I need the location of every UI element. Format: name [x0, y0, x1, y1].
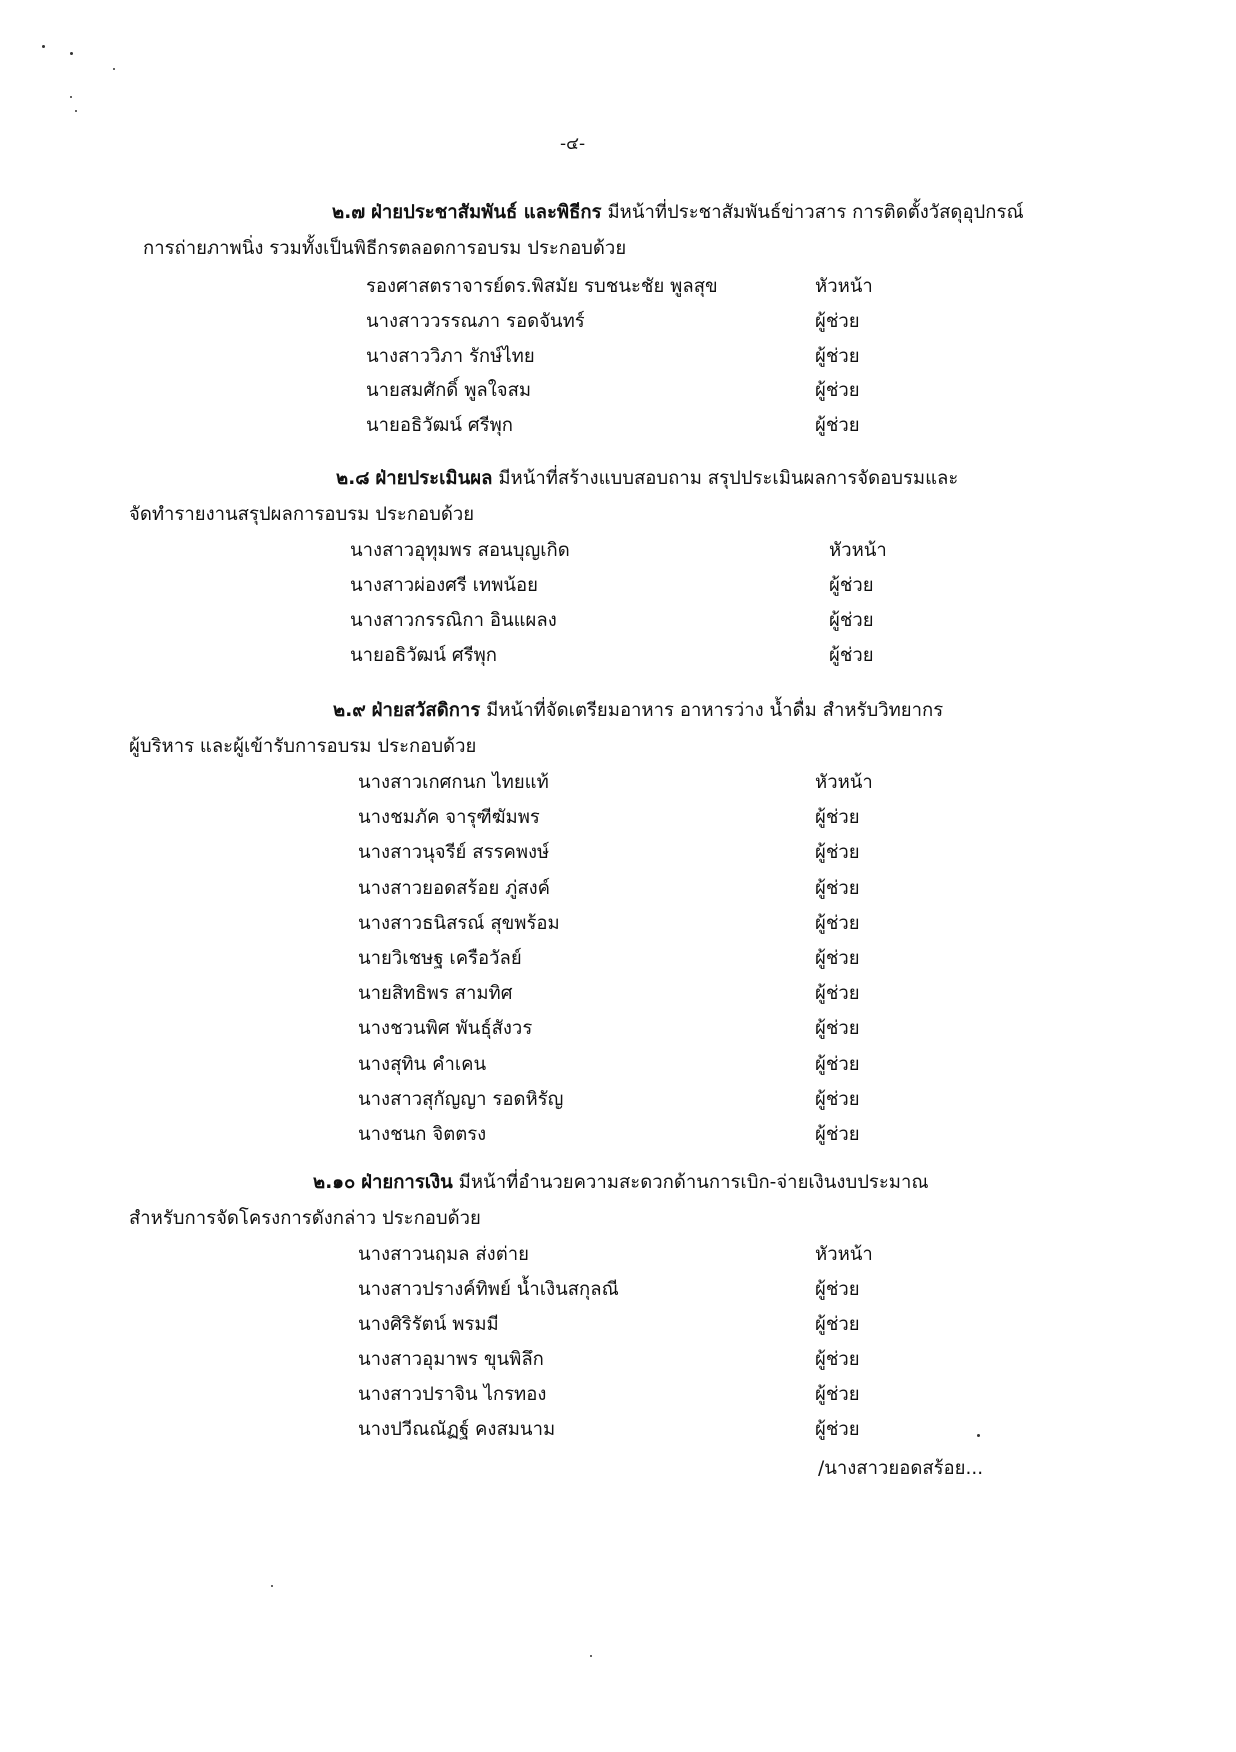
scan-speck [977, 1434, 980, 1437]
member-role: ผู้ช่วย [815, 948, 860, 969]
member-row [358, 874, 935, 908]
member-role: ผู้ช่วย [815, 1419, 860, 1440]
scan-speck [42, 45, 45, 48]
member-role: ผู้ช่วย [815, 1349, 860, 1370]
member-name: นางสาวยอดสร้อย ภู่สงค์ [358, 877, 551, 899]
member-name: นางสาวธนิสรณ์ สุขพร้อม [358, 912, 560, 934]
member-name: นางสาวผ่องศรี เทพน้อย [350, 575, 538, 596]
member-row [366, 342, 935, 376]
section-heading [332, 198, 1024, 227]
member-role: หัวหน้า [815, 772, 873, 793]
member-name: นางสาวกรรณิกา อินแผลง [350, 610, 557, 631]
member-role: ผู้ช่วย [815, 807, 860, 829]
member-name: นายอธิวัฒน์ ศรีพุก [366, 415, 513, 437]
member-row [358, 768, 935, 802]
member-role: ผู้ช่วย [815, 1053, 860, 1075]
member-row [358, 909, 935, 943]
member-role: ผู้ช่วย [815, 310, 860, 332]
member-name: นางสาวเกศกนก ไทยแท้ [358, 772, 549, 793]
section-description: มีหน้าที่จัดเตรียมอาหาร อาหารว่าง น้ำดื่ม สำหรับวิทยากร [486, 700, 944, 721]
scan-speck [70, 96, 72, 98]
member-name: นางปวีณณัฏฐ์ คงสมนาม [358, 1419, 556, 1440]
section-title: ฝ่ายการเงิน [361, 1172, 453, 1193]
section-heading [336, 464, 958, 493]
member-name: นางสาวปราจิน ไกรทอง [358, 1384, 547, 1405]
member-name: นางสาวอุทุมพร สอนบุญเกิด [350, 540, 570, 561]
member-role: ผู้ช่วย [829, 645, 874, 666]
member-role: ผู้ช่วย [815, 983, 860, 1005]
scan-speck [113, 68, 115, 70]
section-number: ๒.๑๐ [313, 1172, 356, 1193]
member-row [358, 1345, 935, 1379]
member-row [358, 1240, 935, 1274]
member-role: ผู้ช่วย [815, 877, 860, 899]
member-row [358, 1310, 935, 1344]
member-name: นางสาวนุจรีย์ สรรคพงษ์ [358, 842, 550, 864]
member-name: นายวิเชษฐ เครือวัลย์ [358, 948, 522, 969]
member-role: ผู้ช่วย [815, 415, 860, 437]
member-role: หัวหน้า [815, 1244, 873, 1265]
scan-speck [271, 1585, 273, 1587]
member-row [366, 376, 935, 410]
section-description-continued: สำหรับการจัดโครงการดังกล่าว ประกอบด้วย [129, 1208, 481, 1229]
member-row [366, 307, 935, 341]
section-description-continued: ผู้บริหาร และผู้เข้ารับการอบรม ประกอบด้วย [129, 736, 477, 757]
member-role: ผู้ช่วย [829, 610, 874, 631]
section-heading [333, 696, 943, 725]
member-name: นางสาวปรางค์ทิพย์ น้ำเงินสกุลณี [358, 1279, 619, 1300]
member-name: นางสาววิภา รักษ์ไทย [366, 345, 535, 367]
section-title: ฝ่ายสวัสดิการ [371, 700, 481, 721]
scan-speck [590, 1655, 592, 1657]
member-name: นางสาวนฤมล ส่งต่าย [358, 1244, 529, 1265]
member-row [358, 944, 935, 978]
member-row [358, 838, 935, 872]
section-number: ๒.๘ [336, 468, 370, 489]
member-role: ผู้ช่วย [815, 842, 860, 864]
member-row [358, 803, 935, 837]
member-name: นางสาวสุกัญญา รอดหิรัญ [358, 1088, 564, 1110]
section-number: ๒.๙ [333, 700, 366, 721]
member-name: นางชนก จิตตรง [358, 1124, 487, 1145]
page-number: -๔- [560, 134, 586, 154]
section-title: ฝ่ายประเมินผล [375, 468, 493, 489]
section-number: ๒.๗ [332, 202, 366, 223]
section-heading [313, 1168, 929, 1197]
member-role: ผู้ช่วย [829, 575, 874, 596]
member-name: นางชวนพิศ พันธุ์สังวร [358, 1018, 533, 1040]
member-name: นางสุทิน คำเคน [358, 1053, 487, 1075]
member-name: นายสมศักดิ์ พูลใจสม [366, 380, 532, 402]
member-name: นางสาววรรณภา รอดจันทร์ [366, 310, 585, 332]
member-row [358, 1415, 935, 1449]
member-name: นางสาวอุมาพร ขุนพิลึก [358, 1349, 544, 1370]
member-row [350, 606, 949, 640]
member-row [366, 272, 935, 306]
member-row [358, 1014, 935, 1048]
member-role: ผู้ช่วย [815, 1018, 860, 1040]
section-title: ฝ่ายประชาสัมพันธ์ และพิธีกร [371, 202, 602, 223]
member-row [358, 1275, 935, 1309]
member-role: หัวหน้า [829, 540, 887, 561]
member-row [358, 1380, 935, 1414]
member-role: ผู้ช่วย [815, 1314, 860, 1335]
continuation-text: /นางสาวยอดสร้อย... [818, 1458, 984, 1479]
member-name: รองศาสตราจารย์ดร.พิสมัย รบชนะชัย พูลสุข [366, 276, 718, 297]
member-role: ผู้ช่วย [815, 1384, 860, 1405]
member-role: ผู้ช่วย [815, 1279, 860, 1300]
member-row [358, 1120, 935, 1154]
section-description: มีหน้าที่อำนวยความสะดวกด้านการเบิก-จ่ายเงินงบประมาณ [458, 1172, 929, 1193]
member-role: ผู้ช่วย [815, 1088, 860, 1110]
section-description-continued: การถ่ายภาพนิ่ง รวมทั้งเป็นพิธีกรตลอดการอบรม ประกอบด้วย [143, 238, 627, 259]
member-row [350, 536, 949, 570]
member-row [358, 1050, 935, 1084]
member-role: ผู้ช่วย [815, 380, 860, 402]
member-row [358, 979, 935, 1013]
member-name: นายสิทธิพร สามทิศ [358, 983, 513, 1005]
scan-speck [70, 52, 73, 55]
section-description: มีหน้าที่สร้างแบบสอบถาม สรุปประเมินผลการจัดอบรมและ [498, 468, 959, 489]
member-name: นายอธิวัฒน์ ศรีพุก [350, 645, 497, 666]
member-row [350, 571, 949, 605]
scan-speck [75, 110, 77, 112]
member-role: หัวหน้า [815, 276, 873, 297]
section-description-continued: จัดทำรายงานสรุปผลการอบรม ประกอบด้วย [129, 504, 475, 525]
member-name: นางชมภัค จารุฑีฆัมพร [358, 807, 540, 829]
member-row [358, 1085, 935, 1119]
member-role: ผู้ช่วย [815, 345, 860, 367]
member-row [366, 411, 935, 445]
member-row [350, 641, 949, 675]
section-description: มีหน้าที่ประชาสัมพันธ์ข่าวสาร การติดตั้งวัสดุอุปกรณ์ [607, 202, 1024, 223]
member-name: นางศิริรัตน์ พรมมี [358, 1314, 499, 1335]
member-role: ผู้ช่วย [815, 1124, 860, 1145]
member-role: ผู้ช่วย [815, 912, 860, 934]
